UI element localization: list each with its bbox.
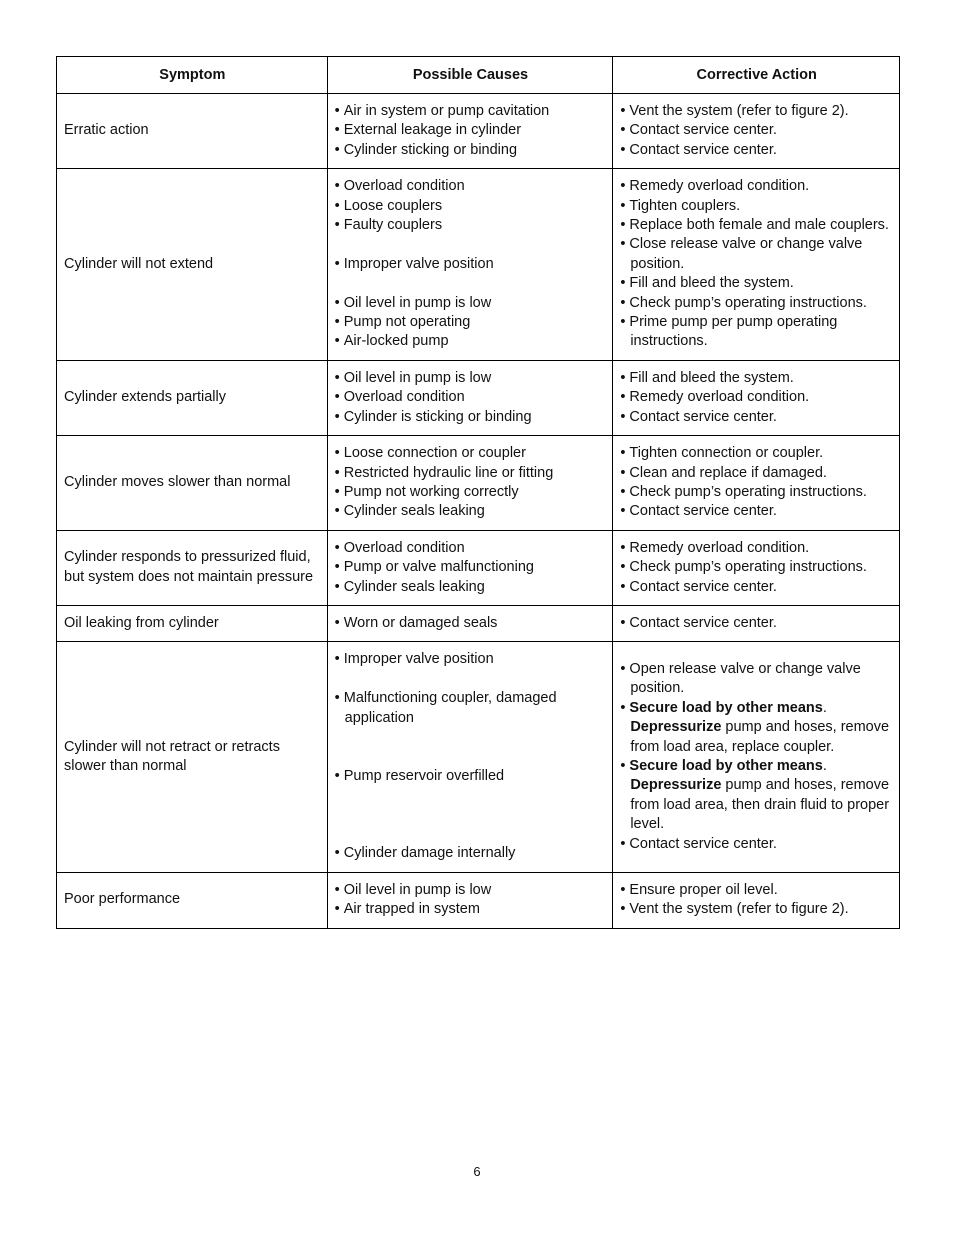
cause-item: • Cylinder is sticking or binding bbox=[335, 408, 607, 427]
action-item: • Check pump’s operating instructions. bbox=[620, 483, 893, 502]
table-row bbox=[57, 436, 900, 531]
actions-cell bbox=[613, 436, 900, 531]
action-item: • Tighten connection or coupler. bbox=[620, 444, 893, 463]
troubleshooting-table bbox=[56, 56, 900, 929]
action-item: • Close release valve or change valve position. bbox=[620, 235, 893, 274]
action-emphasis: Secure load by other means bbox=[629, 699, 823, 716]
cause-item: • Overload condition bbox=[335, 177, 607, 196]
actions-cell bbox=[613, 169, 900, 361]
cause-item: • Pump or valve malfunctioning bbox=[335, 558, 607, 577]
table-row bbox=[57, 530, 900, 605]
causes-cell bbox=[327, 436, 613, 531]
action-item: • Contact service center. bbox=[620, 141, 893, 160]
action-item: • Contact service center. bbox=[620, 835, 893, 854]
table-row bbox=[57, 94, 900, 169]
actions-cell bbox=[613, 530, 900, 605]
causes-cell bbox=[327, 605, 613, 641]
table-row bbox=[57, 605, 900, 641]
cause-item: • Overload condition bbox=[335, 388, 607, 407]
symptom-cell: Oil leaking from cylinder bbox=[57, 605, 328, 641]
causes-cell bbox=[327, 169, 613, 361]
cause-item: • Pump not operating bbox=[335, 313, 607, 332]
action-item: • Contact service center. bbox=[620, 502, 893, 521]
cause-item: • Cylinder seals leaking bbox=[335, 502, 607, 521]
action-item: • Clean and replace if damaged. bbox=[620, 464, 893, 483]
cause-item: • Air-locked pump bbox=[335, 332, 607, 351]
action-item: • Ensure proper oil level. bbox=[620, 881, 893, 900]
symptom-cell: Cylinder will not retract or retracts slower than normal bbox=[57, 642, 328, 872]
cause-item: • Oil level in pump is low bbox=[335, 294, 607, 313]
cause-item: • Faulty couplers bbox=[335, 216, 607, 235]
cause-item: • Air trapped in system bbox=[335, 900, 607, 919]
cause-item: • Air in system or pump cavitation bbox=[335, 102, 607, 121]
cause-item: • Overload condition bbox=[335, 539, 607, 558]
action-item: • Tighten couplers. bbox=[620, 197, 893, 216]
table-row bbox=[57, 872, 900, 928]
action-item: • Contact service center. bbox=[620, 408, 893, 427]
causes-cell bbox=[327, 642, 613, 872]
table-row bbox=[57, 169, 900, 361]
action-item: • Vent the system (refer to figure 2). bbox=[620, 102, 893, 121]
action-item: • Fill and bleed the system. bbox=[620, 369, 893, 388]
cause-item: • Oil level in pump is low bbox=[335, 369, 607, 388]
actions-cell bbox=[613, 642, 900, 872]
action-item: • Fill and bleed the system. bbox=[620, 274, 893, 293]
cause-item: • External leakage in cylinder bbox=[335, 121, 607, 140]
action-emphasis: Depressurize bbox=[630, 777, 722, 794]
actions-cell bbox=[613, 94, 900, 169]
cause-item: • Malfunctioning coupler, damaged application bbox=[335, 689, 607, 728]
cause-item: • Restricted hydraulic line or fitting bbox=[335, 464, 607, 483]
action-item: • Contact service center. bbox=[620, 614, 893, 633]
causes-cell bbox=[327, 872, 613, 928]
cause-item: • Improper valve position bbox=[335, 255, 607, 274]
action-item: • Vent the system (refer to figure 2). bbox=[620, 900, 893, 919]
action-item: • Remedy overload condition. bbox=[620, 177, 893, 196]
causes-cell bbox=[327, 530, 613, 605]
causes-cell bbox=[327, 94, 613, 169]
symptom-cell: Cylinder responds to pressurized fluid, but system does not maintain pressure bbox=[57, 530, 328, 605]
header-row bbox=[57, 57, 900, 94]
action-item: • Open release valve or change valve position. bbox=[620, 660, 893, 699]
symptom-cell: Cylinder will not extend bbox=[57, 169, 328, 361]
action-item: • Replace both female and male couplers. bbox=[620, 216, 893, 235]
actions-cell bbox=[613, 605, 900, 641]
symptom-cell: Erratic action bbox=[57, 94, 328, 169]
header-possible-causes: Possible Causes bbox=[327, 57, 613, 94]
page-number: 6 bbox=[473, 1164, 481, 1179]
cause-item: • Pump not working correctly bbox=[335, 483, 607, 502]
cause-item: • Loose connection or coupler bbox=[335, 444, 607, 463]
action-item: • Secure load by other means. Depressurize pump and hoses, remove from load area, then drain fluid to proper level. bbox=[620, 757, 893, 835]
action-item: • Prime pump per pump operating instructions. bbox=[620, 313, 893, 352]
symptom-cell: Poor performance bbox=[57, 872, 328, 928]
header-corrective-action: Corrective Action bbox=[613, 57, 900, 94]
action-item: • Check pump’s operating instructions. bbox=[620, 558, 893, 577]
causes-cell bbox=[327, 360, 613, 435]
action-item: • Secure load by other means. Depressurize pump and hoses, remove from load area, replace coupler. bbox=[620, 699, 893, 757]
action-item: • Remedy overload condition. bbox=[620, 539, 893, 558]
symptom-cell: Cylinder extends partially bbox=[57, 360, 328, 435]
cause-item: • Cylinder seals leaking bbox=[335, 578, 607, 597]
action-emphasis: Secure load by other means bbox=[629, 758, 823, 775]
cause-item: • Loose couplers bbox=[335, 197, 607, 216]
cause-item: • Cylinder sticking or binding bbox=[335, 141, 607, 160]
actions-cell bbox=[613, 360, 900, 435]
table-row bbox=[57, 360, 900, 435]
cause-item: • Cylinder damage internally bbox=[335, 844, 607, 863]
table-row bbox=[57, 642, 900, 872]
action-item: • Contact service center. bbox=[620, 121, 893, 140]
header-symptom: Symptom bbox=[57, 57, 328, 94]
action-emphasis: Depressurize bbox=[630, 719, 722, 736]
actions-cell bbox=[613, 872, 900, 928]
symptom-cell: Cylinder moves slower than normal bbox=[57, 436, 328, 531]
action-item: • Contact service center. bbox=[620, 578, 893, 597]
cause-item: • Oil level in pump is low bbox=[335, 881, 607, 900]
cause-item: • Improper valve position bbox=[335, 650, 607, 669]
action-item: • Check pump’s operating instructions. bbox=[620, 294, 893, 313]
action-item: • Remedy overload condition. bbox=[620, 388, 893, 407]
cause-item: • Pump reservoir overfilled bbox=[335, 767, 607, 786]
cause-item: • Worn or damaged seals bbox=[335, 614, 607, 633]
